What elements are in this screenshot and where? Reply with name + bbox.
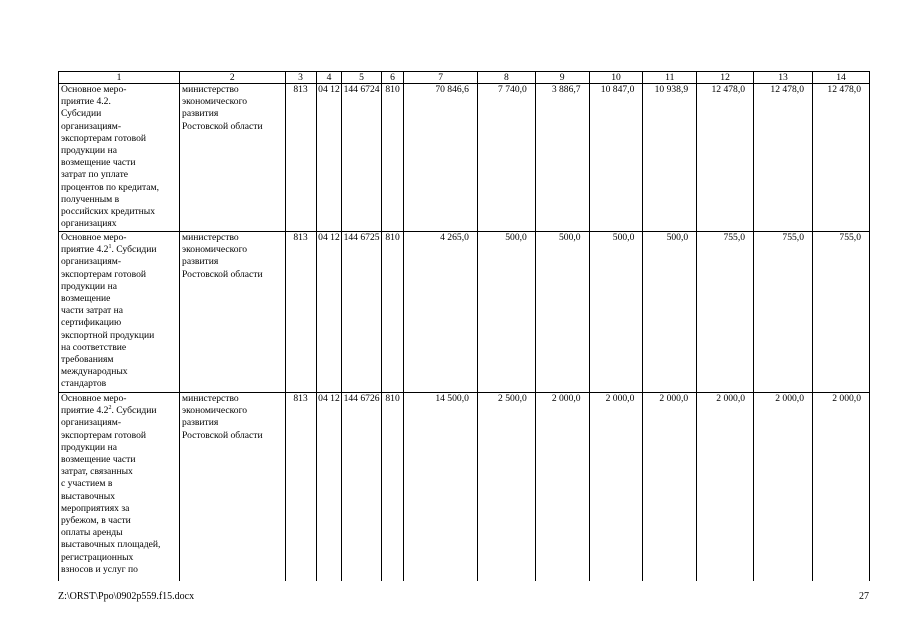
header-cell-6: 6 [381, 72, 404, 84]
desc-line: приятие 4.2. [61, 96, 111, 108]
desc-line: затрат, связанных [61, 466, 133, 478]
desc-line [61, 405, 178, 417]
cell-col13: 2 000,0 [754, 393, 813, 581]
desc-line: экспортерам готовой [61, 268, 146, 280]
desc-line: продукции на [61, 145, 117, 157]
cell-col9: 3 886,7 [535, 84, 589, 232]
org-line: развития [182, 108, 219, 120]
desc-line: организациям- [61, 256, 122, 268]
cell-col4: 04 12 [316, 232, 342, 393]
desc-line: затрат по уплате [61, 169, 129, 181]
desc-line: возмещение [61, 293, 111, 305]
cell-col4: 04 12 [316, 84, 342, 232]
desc-line: взносов и услуг по [61, 563, 138, 575]
desc-line: организациям- [61, 417, 122, 429]
cell-col11: 2 000,0 [643, 393, 697, 581]
desc-line: экспортной продукции [61, 329, 155, 341]
org-line: министерство [182, 232, 239, 243]
header-cell-4: 4 [316, 72, 342, 84]
cell-col6: 810 [381, 84, 404, 232]
responsible-organization [180, 393, 286, 581]
header-cell-5: 5 [342, 72, 381, 84]
cell-col4: 04 12 [316, 393, 342, 581]
cell-col5: 144 6725 [342, 232, 381, 393]
responsible-organization [180, 232, 286, 393]
budget-table [58, 71, 870, 581]
table-row [59, 232, 870, 393]
desc-text: . Субсидии [111, 405, 157, 417]
cell-col3: 813 [285, 84, 316, 232]
org-line: Ростовской области [182, 120, 263, 132]
org-line: развития [182, 417, 219, 429]
desc-line: экспортерам готовой [61, 429, 146, 441]
document-file-path: Z:\ORST\Ppo\0902p559.f15.docx [58, 591, 195, 602]
desc-line: части затрат на [61, 305, 123, 317]
desc-line: организациям- [61, 120, 122, 132]
cell-col7: 4 265,0 [404, 232, 477, 393]
org-line: экономического [182, 244, 248, 256]
header-cell-11: 11 [643, 72, 697, 84]
org-line: Ростовской области [182, 268, 263, 280]
cell-col10: 500,0 [589, 232, 643, 393]
desc-line: экспортерам готовой [61, 132, 146, 144]
cell-col3: 813 [285, 232, 316, 393]
desc-line: с участием в [61, 478, 113, 490]
cell-col5: 144 6726 [342, 393, 381, 581]
cell-col3: 813 [285, 393, 316, 581]
cell-col14: 2 000,0 [813, 393, 870, 581]
responsible-organization [180, 84, 286, 232]
cell-col10: 2 000,0 [589, 393, 643, 581]
desc-line: Основное меро- [61, 232, 127, 243]
desc-line: Основное меро- [61, 84, 127, 95]
measure-description [59, 393, 180, 581]
cell-col8: 2 500,0 [477, 393, 535, 581]
cell-col6: 810 [381, 232, 404, 393]
cell-col14: 755,0 [813, 232, 870, 393]
header-cell-8: 8 [477, 72, 535, 84]
header-cell-14: 14 [813, 72, 870, 84]
desc-line: сертификацию [61, 317, 122, 329]
desc-text: . Субсидии [111, 244, 157, 256]
measure-description [59, 232, 180, 393]
desc-line [61, 244, 178, 256]
desc-superscript: 2 [108, 405, 112, 412]
cell-col6: 810 [381, 393, 404, 581]
header-cell-2: 2 [180, 72, 286, 84]
desc-line: рубежом, в части [61, 515, 131, 527]
desc-superscript: 1 [108, 244, 112, 251]
desc-line: полученным в [61, 193, 120, 205]
measure-description [59, 84, 180, 232]
org-line: министерство [182, 393, 239, 404]
cell-col12: 755,0 [697, 232, 754, 393]
table-row [59, 84, 870, 232]
desc-line: международных [61, 366, 128, 378]
desc-text: приятие 4.2 [61, 405, 109, 417]
desc-line: Основное меро- [61, 393, 127, 404]
cell-col11: 10 938,9 [643, 84, 697, 232]
header-cell-12: 12 [697, 72, 754, 84]
org-line: развития [182, 256, 219, 268]
desc-line: организациях [61, 218, 117, 230]
cell-col12: 12 478,0 [697, 84, 754, 232]
desc-line: мероприятиях за [61, 502, 130, 514]
cell-col5: 144 6724 [342, 84, 381, 232]
cell-col8: 500,0 [477, 232, 535, 393]
org-line: Ростовской области [182, 429, 263, 441]
cell-col11: 500,0 [643, 232, 697, 393]
page-number: 27 [859, 591, 869, 602]
desc-line: российских кредитных [61, 206, 156, 218]
desc-line: возмещение части [61, 454, 136, 466]
header-cell-9: 9 [535, 72, 589, 84]
desc-line: выставочных площадей, [61, 539, 161, 551]
org-line: экономического [182, 96, 248, 108]
table-header-row [59, 72, 870, 84]
cell-col9: 2 000,0 [535, 393, 589, 581]
cell-col10: 10 847,0 [589, 84, 643, 232]
org-line: министерство [182, 84, 239, 95]
header-cell-7: 7 [404, 72, 477, 84]
cell-col12: 2 000,0 [697, 393, 754, 581]
desc-line: продукции на [61, 441, 117, 453]
desc-line: на соответствие [61, 341, 127, 353]
desc-line: продукции на [61, 280, 117, 292]
header-cell-1: 1 [59, 72, 180, 84]
desc-text: приятие 4.2 [61, 244, 109, 256]
cell-col7: 14 500,0 [404, 393, 477, 581]
desc-line: Субсидии [61, 108, 102, 120]
header-cell-3: 3 [285, 72, 316, 84]
desc-line: оплаты аренды [61, 527, 123, 539]
cell-col7: 70 846,6 [404, 84, 477, 232]
cell-col8: 7 740,0 [477, 84, 535, 232]
desc-line: стандартов [61, 378, 107, 390]
desc-line: возмещение части [61, 157, 136, 169]
cell-col13: 755,0 [754, 232, 813, 393]
desc-line: регистрационных [61, 551, 134, 563]
org-line: экономического [182, 405, 248, 417]
desc-line: требованиям [61, 354, 114, 366]
table-row [59, 393, 870, 581]
cell-col13: 12 478,0 [754, 84, 813, 232]
desc-line: процентов по кредитам, [61, 181, 160, 193]
cell-col9: 500,0 [535, 232, 589, 393]
cell-col14: 12 478,0 [813, 84, 870, 232]
header-cell-10: 10 [589, 72, 643, 84]
header-cell-13: 13 [754, 72, 813, 84]
desc-line: выставочных [61, 490, 116, 502]
